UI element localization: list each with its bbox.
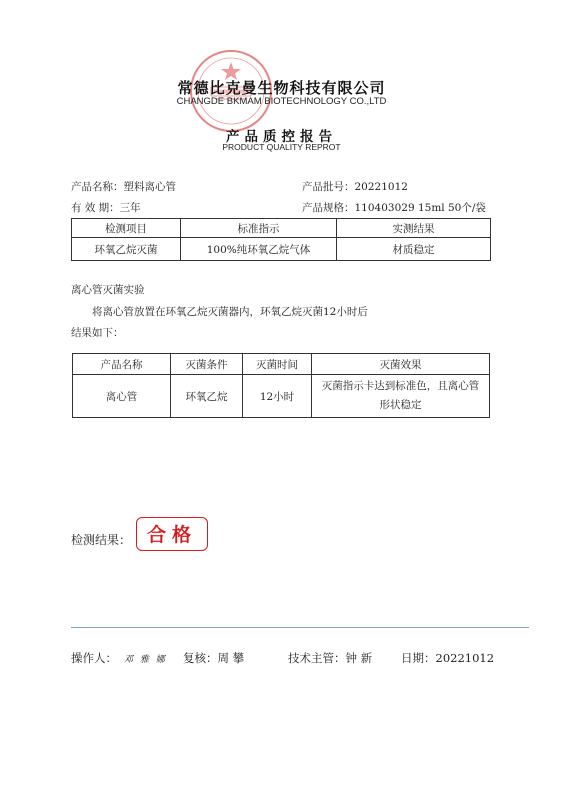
test-header-standard: 标准指示 xyxy=(181,219,337,238)
result-header-effect: 灭菌效果 xyxy=(312,354,490,375)
operator-label: 操作人： xyxy=(71,651,117,665)
validity-period: 有 效 期：三年 xyxy=(71,202,141,214)
test-header-item: 检测项目 xyxy=(72,219,181,238)
company-name-cn: 常德比克曼生物科技有限公司 xyxy=(177,79,386,97)
test-header-result: 实测结果 xyxy=(337,219,491,238)
product-name: 产品名称：塑料离心管 xyxy=(71,181,176,193)
result-cell-product: 离心管 xyxy=(73,375,171,418)
result-header-time: 灭菌时间 xyxy=(243,354,312,375)
result-table xyxy=(72,353,490,418)
test-table-row xyxy=(72,238,491,261)
pass-stamp: 合格 xyxy=(136,517,208,551)
reviewer: 复核：周 攀 xyxy=(183,651,245,665)
footer-divider xyxy=(71,627,529,628)
result-cell-condition: 环氧乙烷 xyxy=(171,375,243,418)
test-cell-item: 环氧乙烷灭菌 xyxy=(72,238,181,261)
report-title-cn: 产品质控报告 xyxy=(226,129,337,145)
experiment-body: 将离心管放置在环氧乙烷灭菌器内，环氧乙烷灭菌12小时后 xyxy=(92,306,368,318)
result-effect-line2: 形状稳定 xyxy=(379,399,422,411)
result-effect-line1: 灭菌指示卡达到标准色，且离心管 xyxy=(321,380,480,392)
test-table xyxy=(71,218,491,261)
experiment-title: 离心管灭菌实验 xyxy=(71,284,145,296)
report-title-en: PRODUCT QUALITY REPROT xyxy=(222,142,341,152)
result-table-header-row xyxy=(73,354,490,375)
result-table-row xyxy=(73,375,490,418)
test-cell-standard: 100%纯环氧乙烷气体 xyxy=(181,238,337,261)
batch-number: 产品批号：20221012 xyxy=(302,181,408,193)
company-name-en: CHANGDE BKMAM BIOTECHNOLOGY CO.,LTD xyxy=(176,96,387,107)
technical-supervisor: 技术主管：钟 新 xyxy=(288,651,373,665)
result-cell-time: 12小时 xyxy=(243,375,312,418)
product-spec: 产品规格：110403029 15ml 50个/袋 xyxy=(302,202,486,214)
result-header-product: 产品名称 xyxy=(73,354,171,375)
result-intro: 结果如下： xyxy=(71,327,124,339)
result-header-condition: 灭菌条件 xyxy=(171,354,243,375)
test-cell-result: 材质稳定 xyxy=(337,238,491,261)
report-date: 日期：20221012 xyxy=(401,651,495,665)
conclusion-label: 检测结果： xyxy=(71,533,132,547)
result-cell-effect xyxy=(312,375,490,418)
operator-signature: 邓 雅 娜 xyxy=(124,655,167,665)
test-table-header-row xyxy=(72,219,491,238)
